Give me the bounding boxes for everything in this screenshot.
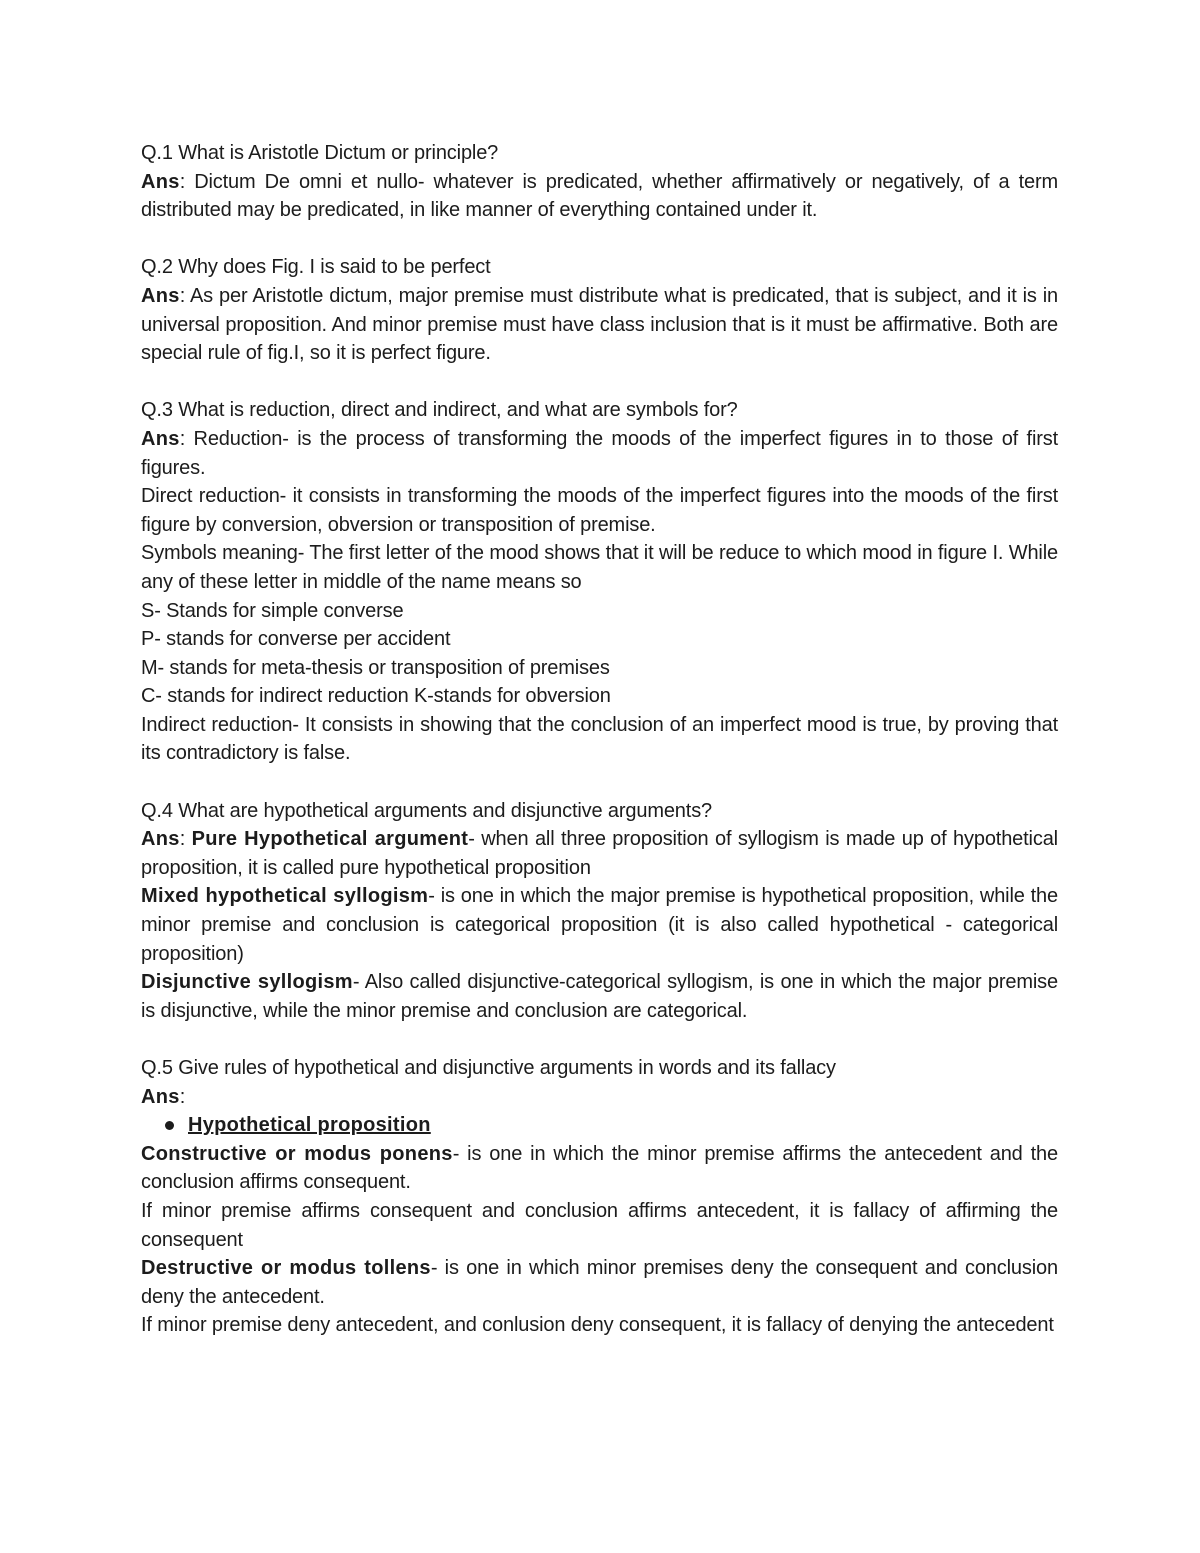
bullet-heading [188,1111,431,1140]
question-heading: Q.4 What are hypothetical arguments and disjunctive arguments? [141,799,713,822]
destructive-fallacy-paragraph: If minor premise deny antecedent, and conlusion deny consequent, it is fallacy of denying the antecedent [141,1314,1054,1337]
question-heading: Q.3 What is reduction, direct and indirect, and what are symbols for? [141,399,738,422]
bullet-item [141,1111,1058,1140]
constructive-paragraph [141,1140,1058,1197]
answer-label-line [141,1083,1058,1112]
term-pure-hypothetical: Pure Hypothetical argument [191,828,469,851]
definition-text: - is one in which the major premise is hypothetical proposition, while the minor premise and conclusion is categorical proposition (it is also called hypothetical - categorical proposition) [141,885,1058,965]
ans-colon: : [179,1085,186,1108]
answer-paragraph [141,168,1058,225]
question-block-1 [141,139,1058,225]
answer-text: : Reduction- is the process of transforming the moods of the imperfect figures in to those of first figures. [141,427,1058,479]
ans-separator: : [179,828,192,851]
disjunctive-paragraph [141,968,1058,1025]
term-mixed-hypothetical: Mixed hypothetical syllogism [141,885,429,908]
term-constructive: Constructive or modus ponens [141,1142,453,1165]
symbol-p-line: P- stands for converse per accident [141,628,451,651]
term-destructive: Destructive or modus tollens [141,1257,431,1280]
question-heading: Q.2 Why does Fig. I is said to be perfect [141,256,491,279]
pure-hypothetical-paragraph [141,825,1058,882]
definition-text: - is one in which minor premises deny the consequent and conclusion deny the antecedent. [141,1257,1058,1308]
symbol-c-line: C- stands for indirect reduction K-stands for obversion [141,685,611,708]
destructive-paragraph [141,1254,1058,1311]
indirect-reduction-paragraph: Indirect reduction- It consists in showing that the conclusion of an imperfect mood is true, by proving that its contradictory is false. [141,713,1058,765]
definition-text: - when all three proposition of syllogism is made up of hypothetical proposition, it is called pure hypothetical proposition [141,828,1058,879]
answer-text: : Dictum De omni et nullo- whatever is predicated, whether affirmatively or negatively, of a term distributed may be predicated, in like manner of everything contained under it. [141,170,1058,222]
question-block-3 [141,396,1058,768]
symbols-paragraph: Symbols meaning- The first letter of the mood shows that it will be reduce to which mood in figure I. While any of these letter in middle of the name means so [141,542,1058,593]
question-block-2 [141,253,1058,367]
answer-paragraph [141,282,1058,368]
ans-label: Ans [141,427,180,450]
symbol-s-line: S- Stands for simple converse [141,599,404,622]
question-block-4 [141,797,1058,1026]
ans-label: Ans [141,170,180,193]
bullet-heading-text: Hypothetical proposition [188,1114,431,1137]
bullet-dot-icon [165,1121,174,1130]
direct-reduction-paragraph: Direct reduction- it consists in transforming the moods of the imperfect figures into the moods of the first figure by conversion, obversion or transposition of premise. [141,485,1058,536]
answer-paragraph [141,425,1058,482]
definition-text: - is one in which the minor premise affirms the antecedent and the conclusion affirms consequent. [141,1142,1058,1194]
ans-label: Ans [141,1085,180,1108]
constructive-fallacy-paragraph: If minor premise affirms consequent and conclusion affirms antecedent, it is fallacy of affirming the consequent [141,1199,1058,1251]
question-heading: Q.1 What is Aristotle Dictum or principle? [141,142,499,164]
definition-text: - Also called disjunctive-categorical syllogism, is one in which the major premise is disjunctive, while the minor premise and conclusion are categorical. [141,971,1058,1022]
question-heading: Q.5 Give rules of hypothetical and disjunctive arguments in words and its fallacy [141,1057,836,1079]
mixed-hypothetical-paragraph [141,882,1058,968]
question-block-5 [141,1054,1058,1340]
ans-label: Ans [141,284,180,307]
ans-label: Ans [141,828,180,851]
answer-text: : As per Aristotle dictum, major premise must distribute what is predicated, that is subject, and it is in universal proposition. And minor premise must have class inclusion that is it must be affirmative. Both are special rule of fig.I, so it is perfect figure. [141,284,1058,365]
symbol-m-line: M- stands for meta-thesis or transposition of premises [141,656,610,679]
term-disjunctive: Disjunctive syllogism [141,971,353,994]
